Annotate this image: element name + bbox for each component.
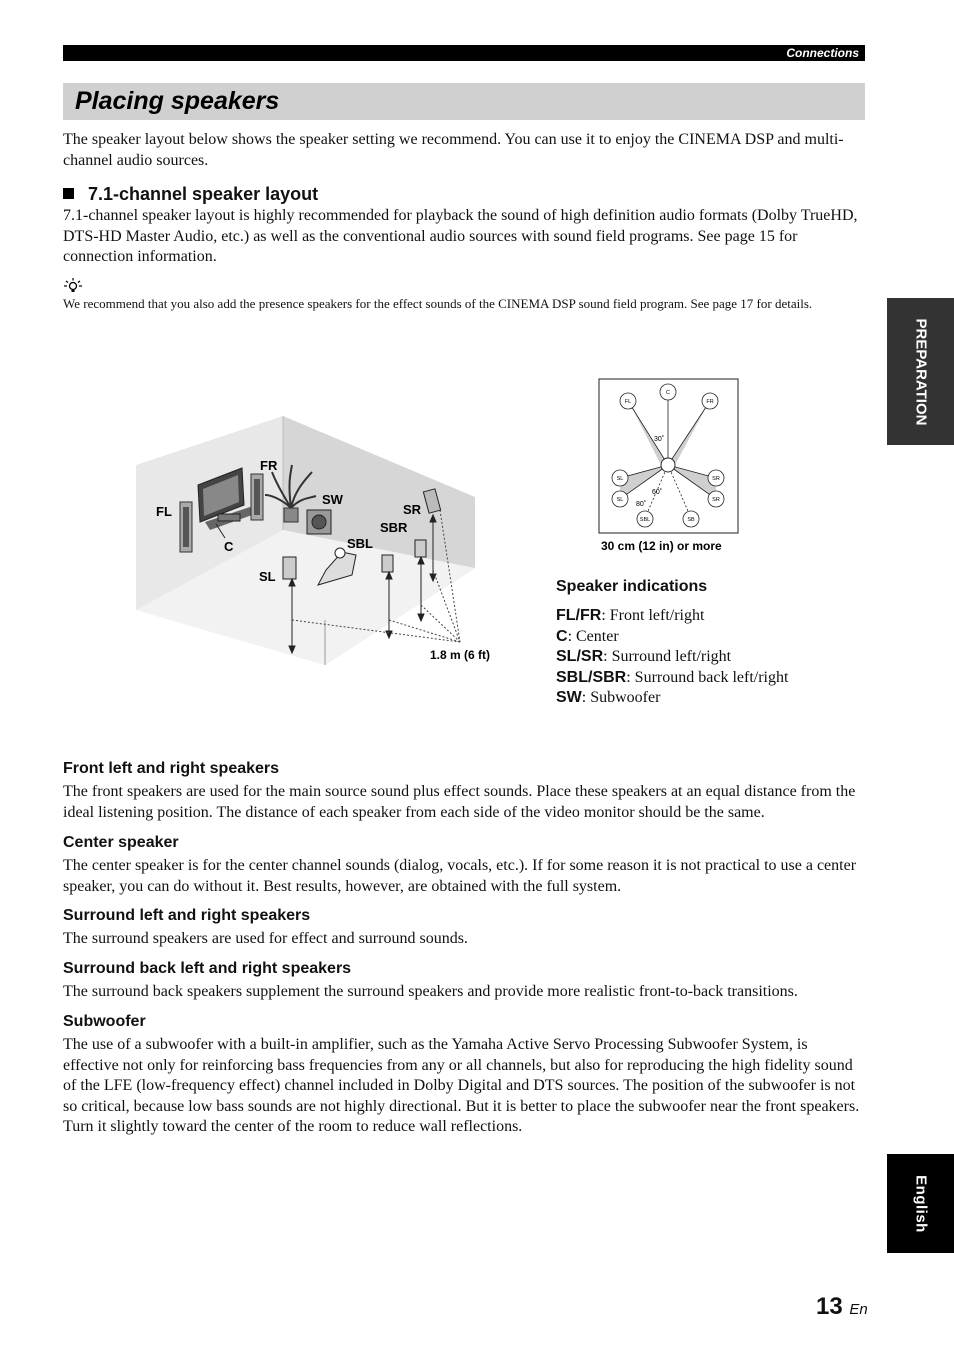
height-label: 1.8 m (6 ft)	[430, 648, 491, 662]
tab-preparation-label: PREPARATION	[912, 318, 929, 425]
sl-speaker-icon	[283, 557, 296, 579]
sbr-speaker-icon	[415, 540, 426, 557]
tv-label-sbl: SBL	[639, 517, 651, 523]
tab-preparation	[887, 298, 954, 445]
tv-label-fl: FL	[624, 399, 632, 405]
page-number-value: 13	[816, 1293, 843, 1320]
legend-code: C	[556, 627, 568, 645]
speaker-legend	[556, 578, 856, 709]
top-view-diagram	[598, 378, 742, 558]
label-fl: FL	[156, 504, 172, 519]
legend-desc: : Front left/right	[601, 607, 705, 624]
fl-speaker-icon	[180, 502, 192, 552]
subwoofer-icon	[307, 510, 331, 534]
room-diagram	[130, 410, 520, 680]
square-bullet-icon	[63, 188, 74, 199]
angle-60-label: 60˚	[652, 489, 663, 496]
tv-label-fr: FR	[706, 399, 714, 405]
page-title: Placing speakers	[75, 87, 280, 115]
section-heading-center: Center speaker	[63, 834, 179, 851]
section-text-center: The center speaker is for the center channel sounds (dialog, vocals, etc.). If for some reason it is not practical to use a center speaker, you can do without it. Best results, however, are obtained with the full system.	[63, 857, 857, 895]
label-fr: FR	[260, 458, 278, 473]
legend-desc: : Center	[567, 627, 619, 645]
section-text-surround-back: The surround back speakers supplement the surround speakers and provide more realistic front-to-back transitions.	[63, 983, 798, 1000]
legend-desc: : Surround left/right	[603, 648, 732, 665]
tv-label-sb: SB	[687, 517, 695, 523]
legend-desc: : Subwoofer	[581, 689, 661, 706]
tv-label-sl1: SL	[616, 476, 624, 482]
title-bar	[63, 83, 865, 120]
header-section-label: Connections	[786, 46, 859, 60]
tip-icon	[63, 277, 83, 293]
tv-label-sr2: SR	[712, 497, 720, 503]
legend-row	[556, 668, 856, 689]
legend-title: Speaker indications	[556, 578, 708, 595]
tv-label-c: C	[666, 390, 670, 396]
section-text-subwoofer: The use of a subwoofer with a built-in amplifier, such as the Yamaha Active Servo Processing Subwoofer System, is effective not only for reinforcing bass frequencies from any or all channels, but also for reproducing the high fidelity sound of the LFE (low-frequency effect) channel included in Dolby Digital and DTS sources. The position of the subwoofer is not so critical, because low bass sounds are not highly directional. But it is better to place the subwoofer near the front speakers. Turn it slightly toward the center of the room to reduce wall reflections.	[63, 1036, 860, 1135]
label-sl: SL	[259, 569, 276, 584]
legend-desc: : Surround back left/right	[626, 668, 789, 686]
label-sw: SW	[322, 492, 343, 507]
tv-label-sl2: SL	[616, 497, 624, 503]
legend-code: SBL/SBR	[556, 668, 627, 686]
tv-label-sr1: SR	[712, 476, 720, 482]
tab-language-label: English	[912, 1174, 929, 1233]
header-bar	[63, 45, 865, 61]
label-sbl: SBL	[347, 536, 373, 551]
label-sbr: SBR	[380, 520, 408, 535]
legend-code: FL/FR	[556, 607, 602, 624]
legend-row	[556, 647, 856, 668]
top-view-caption: 30 cm (12 in) or more	[601, 539, 722, 553]
tab-language	[887, 1154, 954, 1253]
sbl-speaker-icon	[382, 555, 393, 572]
page-number	[816, 1293, 868, 1321]
section-heading-subwoofer: Subwoofer	[63, 1013, 146, 1030]
section-heading-front: Front left and right speakers	[63, 760, 280, 777]
fr-speaker-icon	[251, 474, 263, 520]
tip-paragraph: We recommend that you also add the presence speakers for the effect sounds of the CINEMA DSP sound field program. See page 17 for details.	[63, 296, 813, 311]
layout-paragraph: 7.1-channel speaker layout is highly recommended for playback the sound of high definition audio formats (Dolby TrueHD, DTS-HD Master Audio, etc.) as well as the conventional audio sources with sound field programs. See page 15 for connection information.	[63, 207, 858, 265]
listener-icon	[661, 458, 675, 472]
legend-code: SL/SR	[556, 648, 604, 665]
legend-code: SW	[556, 689, 582, 706]
legend-row	[556, 688, 856, 709]
section-text-surround: The surround speakers are used for effect and surround sounds.	[63, 930, 468, 947]
angle-80-label: 80˚	[636, 501, 647, 508]
angle-30-label: 30˚	[654, 436, 665, 443]
center-speaker-icon	[218, 514, 240, 521]
section-heading-surround-back: Surround back left and right speakers	[63, 960, 352, 977]
page-number-suffix: En	[849, 1301, 868, 1318]
section-heading-surround: Surround left and right speakers	[63, 907, 311, 924]
legend-row	[556, 627, 856, 648]
section-text-front: The front speakers are used for the main source sound plus effect sounds. Place these speakers at an equal distance from the ideal listening position. The distance of each speaker from each side of the video monitor should be the same.	[63, 783, 856, 821]
layout-heading	[63, 184, 318, 205]
intro-paragraph: The speaker layout below shows the speaker setting we recommend. You can use it to enjoy the CINEMA DSP and multi-channel audio sources.	[63, 131, 844, 169]
label-c: C	[224, 539, 234, 554]
layout-heading-text: 7.1-channel speaker layout	[88, 184, 319, 204]
legend-row	[556, 606, 856, 627]
label-sr: SR	[403, 502, 422, 517]
